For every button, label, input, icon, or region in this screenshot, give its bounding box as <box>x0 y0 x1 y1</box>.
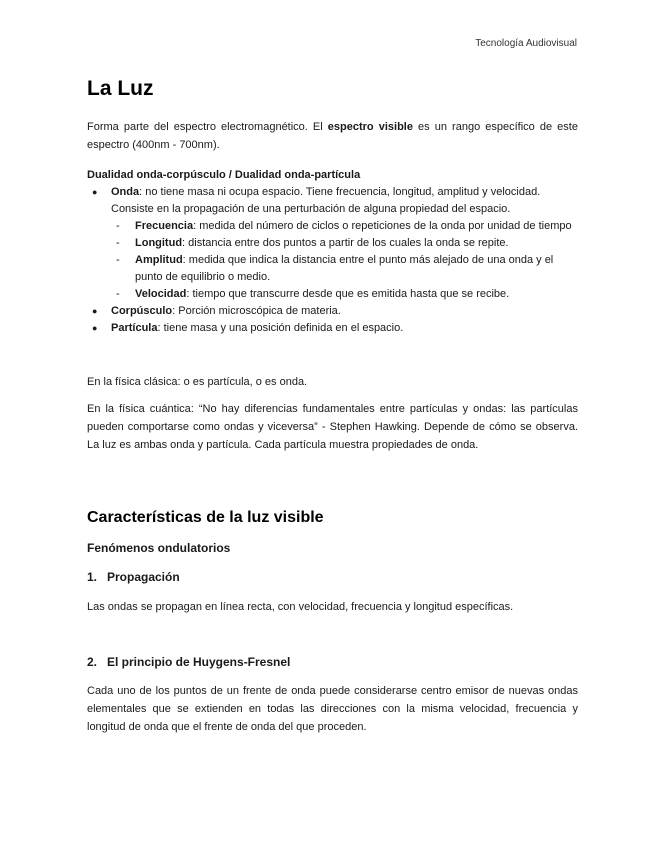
fisica-clasica-paragraph: En la física clásica: o es partícula, o es onda. <box>87 376 308 388</box>
section-title: Características de la luz visible <box>87 509 324 526</box>
heading-text: Propagación <box>107 570 180 584</box>
heading-text: El principio de Huygens-Fresnel <box>107 655 291 669</box>
propagacion-paragraph: Las ondas se propagan en línea recta, con velocidad, frecuencia y longitud específicas. <box>87 601 514 613</box>
bullet-icon: ● <box>92 306 98 316</box>
list-item-amplitud <box>111 252 578 286</box>
desc-frecuencia: : medida del número de ciclos o repeticiones de la onda por unidad de tiempo <box>193 220 572 232</box>
fisica-cuantica-paragraph: En la física cuántica: “No hay diferencias fundamentales entre partículas y ondas: las partículas pueden comportarse como ondas y viceversa” - Stephen Hawking. Depende de cómo se observa. La luz es ambas onda y partícula. Cada partícula muestra propiedades de onda. <box>87 403 578 451</box>
intro-text-before: Forma parte del espectro electromagnético. El <box>87 121 328 133</box>
list-item-corpusculo <box>87 303 578 320</box>
bullet-icon: ● <box>92 187 98 197</box>
dualidad-list <box>87 184 578 337</box>
dash-icon: - <box>116 288 120 300</box>
numbered-heading-huygens <box>87 655 290 669</box>
term-velocidad: Velocidad <box>135 288 187 300</box>
desc-velocidad: : tiempo que transcurre desde que es emitida hasta que se recibe. <box>186 288 510 300</box>
desc-particula: : tiene masa y una posición definida en el espacio. <box>157 322 404 334</box>
dash-icon: - <box>116 237 120 249</box>
intro-paragraph <box>87 118 578 154</box>
dash-icon: - <box>116 220 120 232</box>
list-item-frecuencia <box>111 218 578 235</box>
term-amplitud: Amplitud <box>135 254 183 266</box>
dash-icon: - <box>116 254 120 266</box>
numbered-heading-propagacion <box>87 570 180 584</box>
intro-bold-term: espectro visible <box>327 121 413 133</box>
dualidad-heading: Dualidad onda-corpúsculo / Dualidad onda-partícula <box>87 169 361 181</box>
list-item-longitud <box>111 235 578 252</box>
term-longitud: Longitud <box>135 237 183 249</box>
intro-text-after: es un rango específico de este espectro (400nm - 700nm). <box>87 121 578 151</box>
term-corpusculo: Corpúsculo <box>111 305 173 317</box>
section-subtitle: Fenómenos ondulatorios <box>87 541 231 555</box>
page-header: Tecnología Audiovisual <box>475 38 577 49</box>
onda-sublist <box>111 218 578 303</box>
heading-number: 2. <box>87 655 98 669</box>
term-onda: Onda <box>111 186 140 198</box>
desc-corpusculo: : Porción microscópica de materia. <box>172 305 341 317</box>
page-title: La Luz <box>87 77 154 100</box>
huygens-paragraph: Cada uno de los puntos de un frente de onda puede considerarse centro emisor de nuevas ondas elementales que se extienden en todas las direcciones con la misma velocidad, frecuencia y longitud de onda que el frente de onda del que proceden. <box>87 685 578 733</box>
heading-number: 1. <box>87 570 98 584</box>
desc-onda: : no tiene masa ni ocupa espacio. Tiene frecuencia, longitud, amplitud y velocidad. Consiste en la propagación de una perturbación de alguna propiedad del espacio. <box>111 186 541 215</box>
bullet-icon: ● <box>92 323 98 333</box>
list-item-particula <box>87 320 578 337</box>
term-frecuencia: Frecuencia <box>135 220 194 232</box>
term-particula: Partícula <box>111 322 158 334</box>
desc-amplitud: : medida que indica la distancia entre el punto más alejado de una onda y el punto de equilibrio o medio. <box>135 254 554 283</box>
desc-longitud: : distancia entre dos puntos a partir de los cuales la onda se repite. <box>182 237 509 249</box>
list-item-onda <box>87 184 578 303</box>
list-item-velocidad <box>111 286 578 303</box>
